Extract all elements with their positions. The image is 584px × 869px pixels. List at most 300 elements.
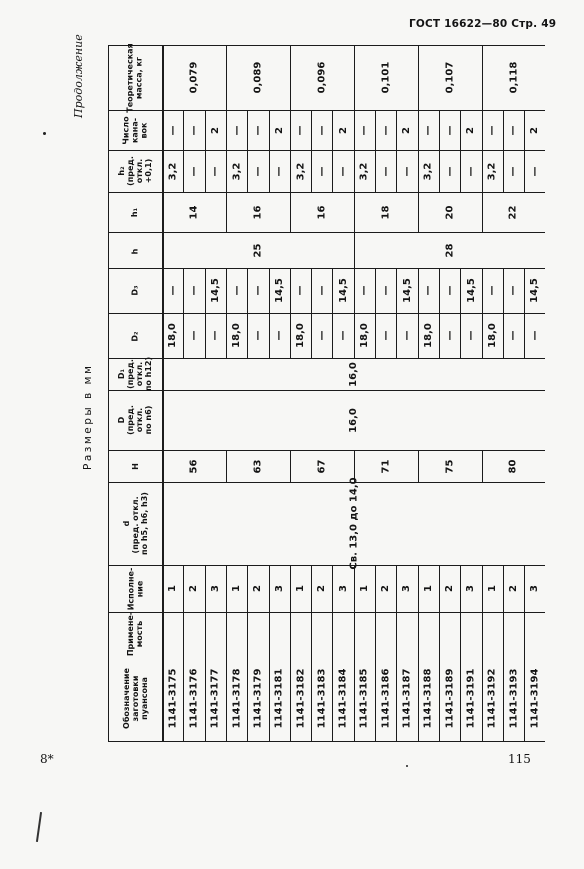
version-cell-text: 2: [444, 585, 456, 592]
header-D1: [108, 358, 162, 390]
h2-cell: [460, 150, 481, 192]
mass-cell-text: 0,096: [316, 61, 328, 94]
D1-cell: [162, 358, 545, 390]
D2-cell-text: —: [444, 330, 456, 341]
D2-cell-text: —: [209, 330, 221, 341]
D3-cell-text: —: [486, 285, 498, 296]
D2-cell: [205, 313, 226, 358]
h-cell-text: 25: [252, 243, 264, 257]
grooves-cell: [205, 110, 226, 150]
h2-cell-text: —: [380, 166, 392, 176]
version-cell: [375, 565, 396, 612]
grooves-cell: [332, 110, 353, 150]
D2-cell-text: —: [465, 330, 477, 341]
h2-cell-text: —: [465, 166, 477, 176]
header-designation: [108, 655, 162, 741]
designation-cell-text: 1141-3191: [465, 668, 477, 728]
D3-cell-text: —: [167, 285, 179, 296]
D3-cell-text: 14,5: [465, 278, 477, 303]
h2-cell-text: —: [252, 166, 264, 176]
h2-cell: [205, 150, 226, 192]
version-cell-text: 2: [188, 585, 200, 592]
mass-cell: [290, 45, 354, 110]
h2-cell: [524, 150, 545, 192]
header-mass-text: Теоретическая масса, кг: [126, 42, 144, 113]
D2-cell: [418, 313, 439, 358]
D3-cell-text: 14,5: [209, 278, 221, 303]
header-D3: [108, 268, 162, 313]
mass-cell-text: 0,107: [444, 61, 456, 94]
version-cell-text: 3: [337, 585, 349, 592]
h1-cell-text: 16: [252, 205, 264, 219]
D3-cell: [226, 268, 247, 313]
version-cell: [524, 565, 545, 612]
version-cell-text: 1: [358, 585, 370, 592]
h1-cell: [290, 192, 354, 232]
D3-cell: [311, 268, 332, 313]
D2-cell: [183, 313, 204, 358]
grooves-cell: [247, 110, 268, 150]
designation-cell: [183, 655, 204, 741]
page-number: 115: [508, 752, 531, 766]
header-h1: [108, 192, 162, 232]
h1-cell: [418, 192, 482, 232]
mass-cell-text: 0,118: [507, 61, 519, 94]
grooves-cell-text: 2: [273, 126, 285, 134]
version-cell-text: 3: [401, 585, 413, 592]
version-cell-text: 2: [380, 585, 392, 592]
version-cell: [205, 565, 226, 612]
grooves-cell: [396, 110, 417, 150]
D3-cell: [183, 268, 204, 313]
designation-cell-text: 1141-3178: [231, 668, 243, 728]
mass-cell: [226, 45, 290, 110]
D3-cell: [524, 268, 545, 313]
D2-cell: [226, 313, 247, 358]
designation-cell: [269, 655, 290, 741]
grooves-cell-text: —: [358, 125, 370, 135]
table-rule: [108, 741, 545, 742]
D2-cell: [482, 313, 503, 358]
speck: [406, 765, 408, 767]
version-cell-text: 1: [167, 585, 179, 592]
D3-cell: [162, 268, 183, 313]
D3-cell-text: 14,5: [401, 278, 413, 303]
designation-cell-text: 1141-3181: [273, 668, 285, 728]
designation-cell-text: 1141-3193: [507, 668, 519, 728]
designation-cell: [503, 655, 524, 741]
header-grooves-text: Число кана- вок: [121, 115, 149, 145]
H-cell-text: 63: [252, 459, 264, 473]
designation-cell-text: 1141-3175: [167, 668, 179, 728]
header-h2-text: h₂ (пред. откл. +0,1): [117, 156, 153, 186]
h2-cell-text: —: [273, 166, 285, 176]
designation-cell: [226, 655, 247, 741]
grooves-cell-text: —: [444, 125, 456, 135]
D2-cell-text: —: [401, 330, 413, 341]
version-cell-text: 1: [486, 585, 498, 592]
header-version: [108, 565, 162, 612]
version-cell: [418, 565, 439, 612]
D1-cell-text: 16,0: [348, 361, 360, 387]
h2-cell: [247, 150, 268, 192]
header-d: [108, 482, 162, 565]
header-applicability: [108, 612, 162, 655]
version-cell-text: 2: [507, 585, 519, 592]
h2-cell: [290, 150, 311, 192]
table-rule: [108, 612, 545, 613]
D3-cell: [332, 268, 353, 313]
h2-cell: [332, 150, 353, 192]
grooves-cell-text: —: [188, 125, 200, 135]
h2-cell: [226, 150, 247, 192]
D2-cell-text: —: [380, 330, 392, 341]
header-D2: [108, 313, 162, 360]
h-cell: [162, 232, 354, 268]
designation-cell-text: 1141-3177: [209, 668, 221, 728]
D2-cell: [269, 313, 290, 358]
footer-mark: 8*: [40, 752, 54, 766]
designation-cell: [418, 655, 439, 741]
D3-cell: [375, 268, 396, 313]
grooves-cell: [183, 110, 204, 150]
header-D3-text: D₃: [130, 285, 140, 296]
version-cell-text: 1: [422, 585, 434, 592]
h2-cell: [418, 150, 439, 192]
header-D1-text: D₁ (пред. откл. по h12): [116, 356, 153, 392]
designation-cell-text: 1141-3192: [486, 668, 498, 728]
D3-cell-text: —: [380, 285, 392, 296]
version-cell-text: 3: [273, 585, 285, 592]
D2-cell: [354, 313, 375, 358]
header-h: [108, 232, 162, 270]
pencil-mark: [36, 812, 42, 842]
D3-cell: [396, 268, 417, 313]
D2-cell: [247, 313, 268, 358]
version-cell-text: 3: [465, 585, 477, 592]
grooves-cell-text: 2: [337, 126, 349, 134]
header-grooves: [108, 110, 162, 150]
d-cell: [162, 477, 545, 570]
D2-cell: [162, 313, 183, 358]
designation-cell: [332, 655, 353, 741]
h2-cell-text: 3,2: [167, 162, 179, 180]
h2-cell-text: —: [188, 166, 200, 176]
D2-cell-text: 18,0: [167, 323, 179, 348]
h2-cell: [269, 150, 290, 192]
version-cell: [226, 565, 247, 612]
h2-cell: [482, 150, 503, 192]
D3-cell: [460, 268, 481, 313]
mass-cell-text: 0,101: [380, 61, 392, 94]
designation-cell-text: 1141-3187: [401, 668, 413, 728]
H-cell-text: 67: [316, 459, 328, 473]
grooves-cell: [503, 110, 524, 150]
designation-cell: [439, 655, 460, 741]
grooves-cell: [524, 110, 545, 150]
header-D: [108, 390, 162, 450]
designation-cell: [375, 655, 396, 741]
D3-cell: [439, 268, 460, 313]
D3-cell-text: —: [316, 285, 328, 296]
D2-cell-text: —: [529, 330, 541, 341]
h2-cell-text: —: [209, 166, 221, 176]
h2-cell: [439, 150, 460, 192]
header-h1-text: h₁: [130, 207, 140, 217]
D2-cell-text: —: [507, 330, 519, 341]
version-cell: [460, 565, 481, 612]
H-cell-text: 75: [444, 459, 456, 473]
h1-cell-text: 16: [316, 205, 328, 219]
version-cell-text: 3: [209, 585, 221, 592]
version-cell: [183, 565, 204, 612]
version-cell: [503, 565, 524, 612]
designation-cell: [460, 655, 481, 741]
D2-cell: [439, 313, 460, 358]
H-cell: [354, 450, 418, 482]
designation-cell: [524, 655, 545, 741]
header-H: [108, 450, 162, 482]
version-cell-text: 1: [294, 585, 306, 592]
h2-cell: [354, 150, 375, 192]
grooves-cell: [290, 110, 311, 150]
version-cell: [482, 565, 503, 612]
D2-cell-text: 18,0: [294, 323, 306, 348]
h1-cell: [162, 192, 226, 232]
h2-cell: [375, 150, 396, 192]
grooves-cell: [482, 110, 503, 150]
D2-cell-text: —: [337, 330, 349, 341]
h1-cell: [354, 192, 418, 232]
h1-cell-text: 14: [188, 205, 200, 219]
grooves-cell: [226, 110, 247, 150]
version-cell: [439, 565, 460, 612]
h2-cell-text: —: [529, 166, 541, 176]
H-cell: [418, 450, 482, 482]
grooves-cell: [375, 110, 396, 150]
D3-cell-text: 14,5: [529, 278, 541, 303]
D3-cell-text: —: [231, 285, 243, 296]
h2-cell: [162, 150, 183, 192]
D2-cell: [375, 313, 396, 358]
grooves-cell-text: —: [486, 125, 498, 135]
version-cell: [247, 565, 268, 612]
grooves-cell-text: —: [507, 125, 519, 135]
grooves-cell-text: 2: [209, 126, 221, 134]
designation-cell-text: 1141-3179: [252, 668, 264, 728]
h1-cell-text: 18: [380, 205, 392, 219]
version-cell-text: 3: [529, 585, 541, 592]
page-header: ГОСТ 16622—80 Стр. 49: [409, 18, 557, 30]
D3-cell: [418, 268, 439, 313]
D3-cell: [503, 268, 524, 313]
designation-cell: [247, 655, 268, 741]
D2-cell: [332, 313, 353, 358]
D2-cell-text: 18,0: [486, 323, 498, 348]
version-cell: [396, 565, 417, 612]
header-d-text: d (пред. откл. по h5, h6, h3): [121, 492, 149, 555]
mass-cell: [162, 45, 226, 110]
D3-cell: [269, 268, 290, 313]
header-h2: [108, 150, 162, 192]
grooves-cell-text: —: [252, 125, 264, 135]
version-cell: [311, 565, 332, 612]
H-cell: [162, 450, 226, 482]
h1-cell: [226, 192, 290, 232]
D2-cell: [503, 313, 524, 358]
h1-cell-text: 20: [444, 205, 456, 219]
D3-cell-text: —: [188, 285, 200, 296]
grooves-cell: [439, 110, 460, 150]
grooves-cell-text: 2: [401, 126, 413, 134]
D2-cell-text: —: [273, 330, 285, 341]
version-cell: [162, 565, 183, 612]
speck: [43, 132, 46, 135]
D2-cell: [524, 313, 545, 358]
grooves-cell: [460, 110, 481, 150]
grooves-cell: [354, 110, 375, 150]
designation-cell: [290, 655, 311, 741]
header-D-text: D (пред. откл. по n6): [117, 405, 153, 435]
D3-cell: [290, 268, 311, 313]
continuation-label: Продолжение: [72, 34, 85, 118]
mass-cell: [418, 45, 482, 110]
designation-cell: [311, 655, 332, 741]
H-cell-text: 56: [188, 459, 200, 473]
h2-cell-text: 3,2: [231, 162, 243, 180]
designation-cell-text: 1141-3194: [529, 668, 541, 728]
h2-cell: [311, 150, 332, 192]
h1-cell-text: 22: [507, 205, 519, 219]
grooves-cell-text: —: [167, 125, 179, 135]
grooves-cell-text: 2: [529, 126, 541, 134]
h1-cell: [482, 192, 546, 232]
d-cell-text: Св. 13,0 до 14,0: [348, 477, 360, 570]
header-h-text: h: [130, 248, 140, 254]
D3-cell-text: —: [507, 285, 519, 296]
designation-cell-text: 1141-3183: [316, 668, 328, 728]
h2-cell-text: 3,2: [486, 162, 498, 180]
D2-cell-text: 18,0: [422, 323, 434, 348]
H-cell: [482, 450, 546, 482]
D-cell: [162, 390, 545, 450]
D2-cell: [396, 313, 417, 358]
mass-cell-text: 0,089: [252, 61, 264, 94]
D2-cell-text: —: [316, 330, 328, 341]
version-cell-text: 1: [231, 585, 243, 592]
designation-cell-text: 1141-3184: [337, 668, 349, 728]
D3-cell: [205, 268, 226, 313]
D3-cell-text: 14,5: [337, 278, 349, 303]
designation-cell: [396, 655, 417, 741]
grooves-cell-text: —: [316, 125, 328, 135]
h2-cell-text: —: [444, 166, 456, 176]
D2-cell: [290, 313, 311, 358]
h2-cell: [396, 150, 417, 192]
D3-cell-text: —: [294, 285, 306, 296]
version-cell-text: 2: [316, 585, 328, 592]
D3-cell: [247, 268, 268, 313]
h-cell-text: 28: [444, 243, 456, 257]
grooves-cell: [269, 110, 290, 150]
designation-cell: [482, 655, 503, 741]
grooves-cell-text: —: [231, 125, 243, 135]
version-cell: [354, 565, 375, 612]
h2-cell-text: 3,2: [422, 162, 434, 180]
D3-cell-text: —: [358, 285, 370, 296]
mass-cell-text: 0,079: [188, 61, 200, 94]
grooves-cell: [162, 110, 183, 150]
D3-cell-text: —: [422, 285, 434, 296]
D3-cell-text: —: [252, 285, 264, 296]
designation-cell-text: 1141-3185: [358, 668, 370, 728]
h2-cell-text: 3,2: [294, 162, 306, 180]
header-mass: [108, 42, 162, 113]
mass-cell: [354, 45, 418, 110]
grooves-cell: [418, 110, 439, 150]
h2-cell-text: 3,2: [358, 162, 370, 180]
header-version-text: Исполне- ние: [126, 567, 144, 610]
h2-cell-text: —: [337, 166, 349, 176]
h2-cell: [503, 150, 524, 192]
h2-cell: [183, 150, 204, 192]
designation-cell: [205, 655, 226, 741]
h2-cell-text: —: [401, 166, 413, 176]
D2-cell-text: 18,0: [231, 323, 243, 348]
D2-cell-text: 18,0: [358, 323, 370, 348]
designation-cell-text: 1141-3188: [422, 668, 434, 728]
designation-cell-text: 1141-3176: [188, 668, 200, 728]
version-cell: [290, 565, 311, 612]
version-cell-text: 2: [252, 585, 264, 592]
header-D2-text: D₂: [130, 331, 140, 342]
D2-cell: [460, 313, 481, 358]
D3-cell: [482, 268, 503, 313]
H-cell-text: 80: [507, 459, 519, 473]
designation-cell-text: 1141-3182: [294, 668, 306, 728]
h2-cell-text: —: [316, 166, 328, 176]
grooves-cell: [311, 110, 332, 150]
version-cell: [269, 565, 290, 612]
H-cell-text: 71: [380, 459, 392, 473]
designation-cell: [354, 655, 375, 741]
h2-cell-text: —: [507, 166, 519, 176]
D2-cell-text: —: [188, 330, 200, 341]
designation-cell-text: 1141-3186: [380, 668, 392, 728]
D3-cell-text: 14,5: [273, 278, 285, 303]
grooves-cell-text: —: [380, 125, 392, 135]
H-cell: [290, 450, 354, 482]
designation-cell-text: 1141-3189: [444, 668, 456, 728]
header-designation-text: Обозначение заготовки пуансона: [121, 667, 149, 729]
H-cell: [226, 450, 290, 482]
D-cell-text: 16,0: [348, 407, 360, 433]
D2-cell-text: —: [252, 330, 264, 341]
sizes-title: Размеры в мм: [82, 363, 94, 470]
D3-cell: [354, 268, 375, 313]
mass-cell: [482, 45, 546, 110]
D2-cell: [311, 313, 332, 358]
header-applicability-text: Примене- мость: [125, 611, 144, 656]
grooves-cell-text: 2: [465, 126, 477, 134]
D3-cell-text: —: [444, 285, 456, 296]
grooves-cell-text: —: [294, 125, 306, 135]
designation-cell: [162, 655, 183, 741]
header-H-text: H: [130, 462, 140, 470]
h-cell: [354, 232, 546, 268]
version-cell: [332, 565, 353, 612]
grooves-cell-text: —: [422, 125, 434, 135]
